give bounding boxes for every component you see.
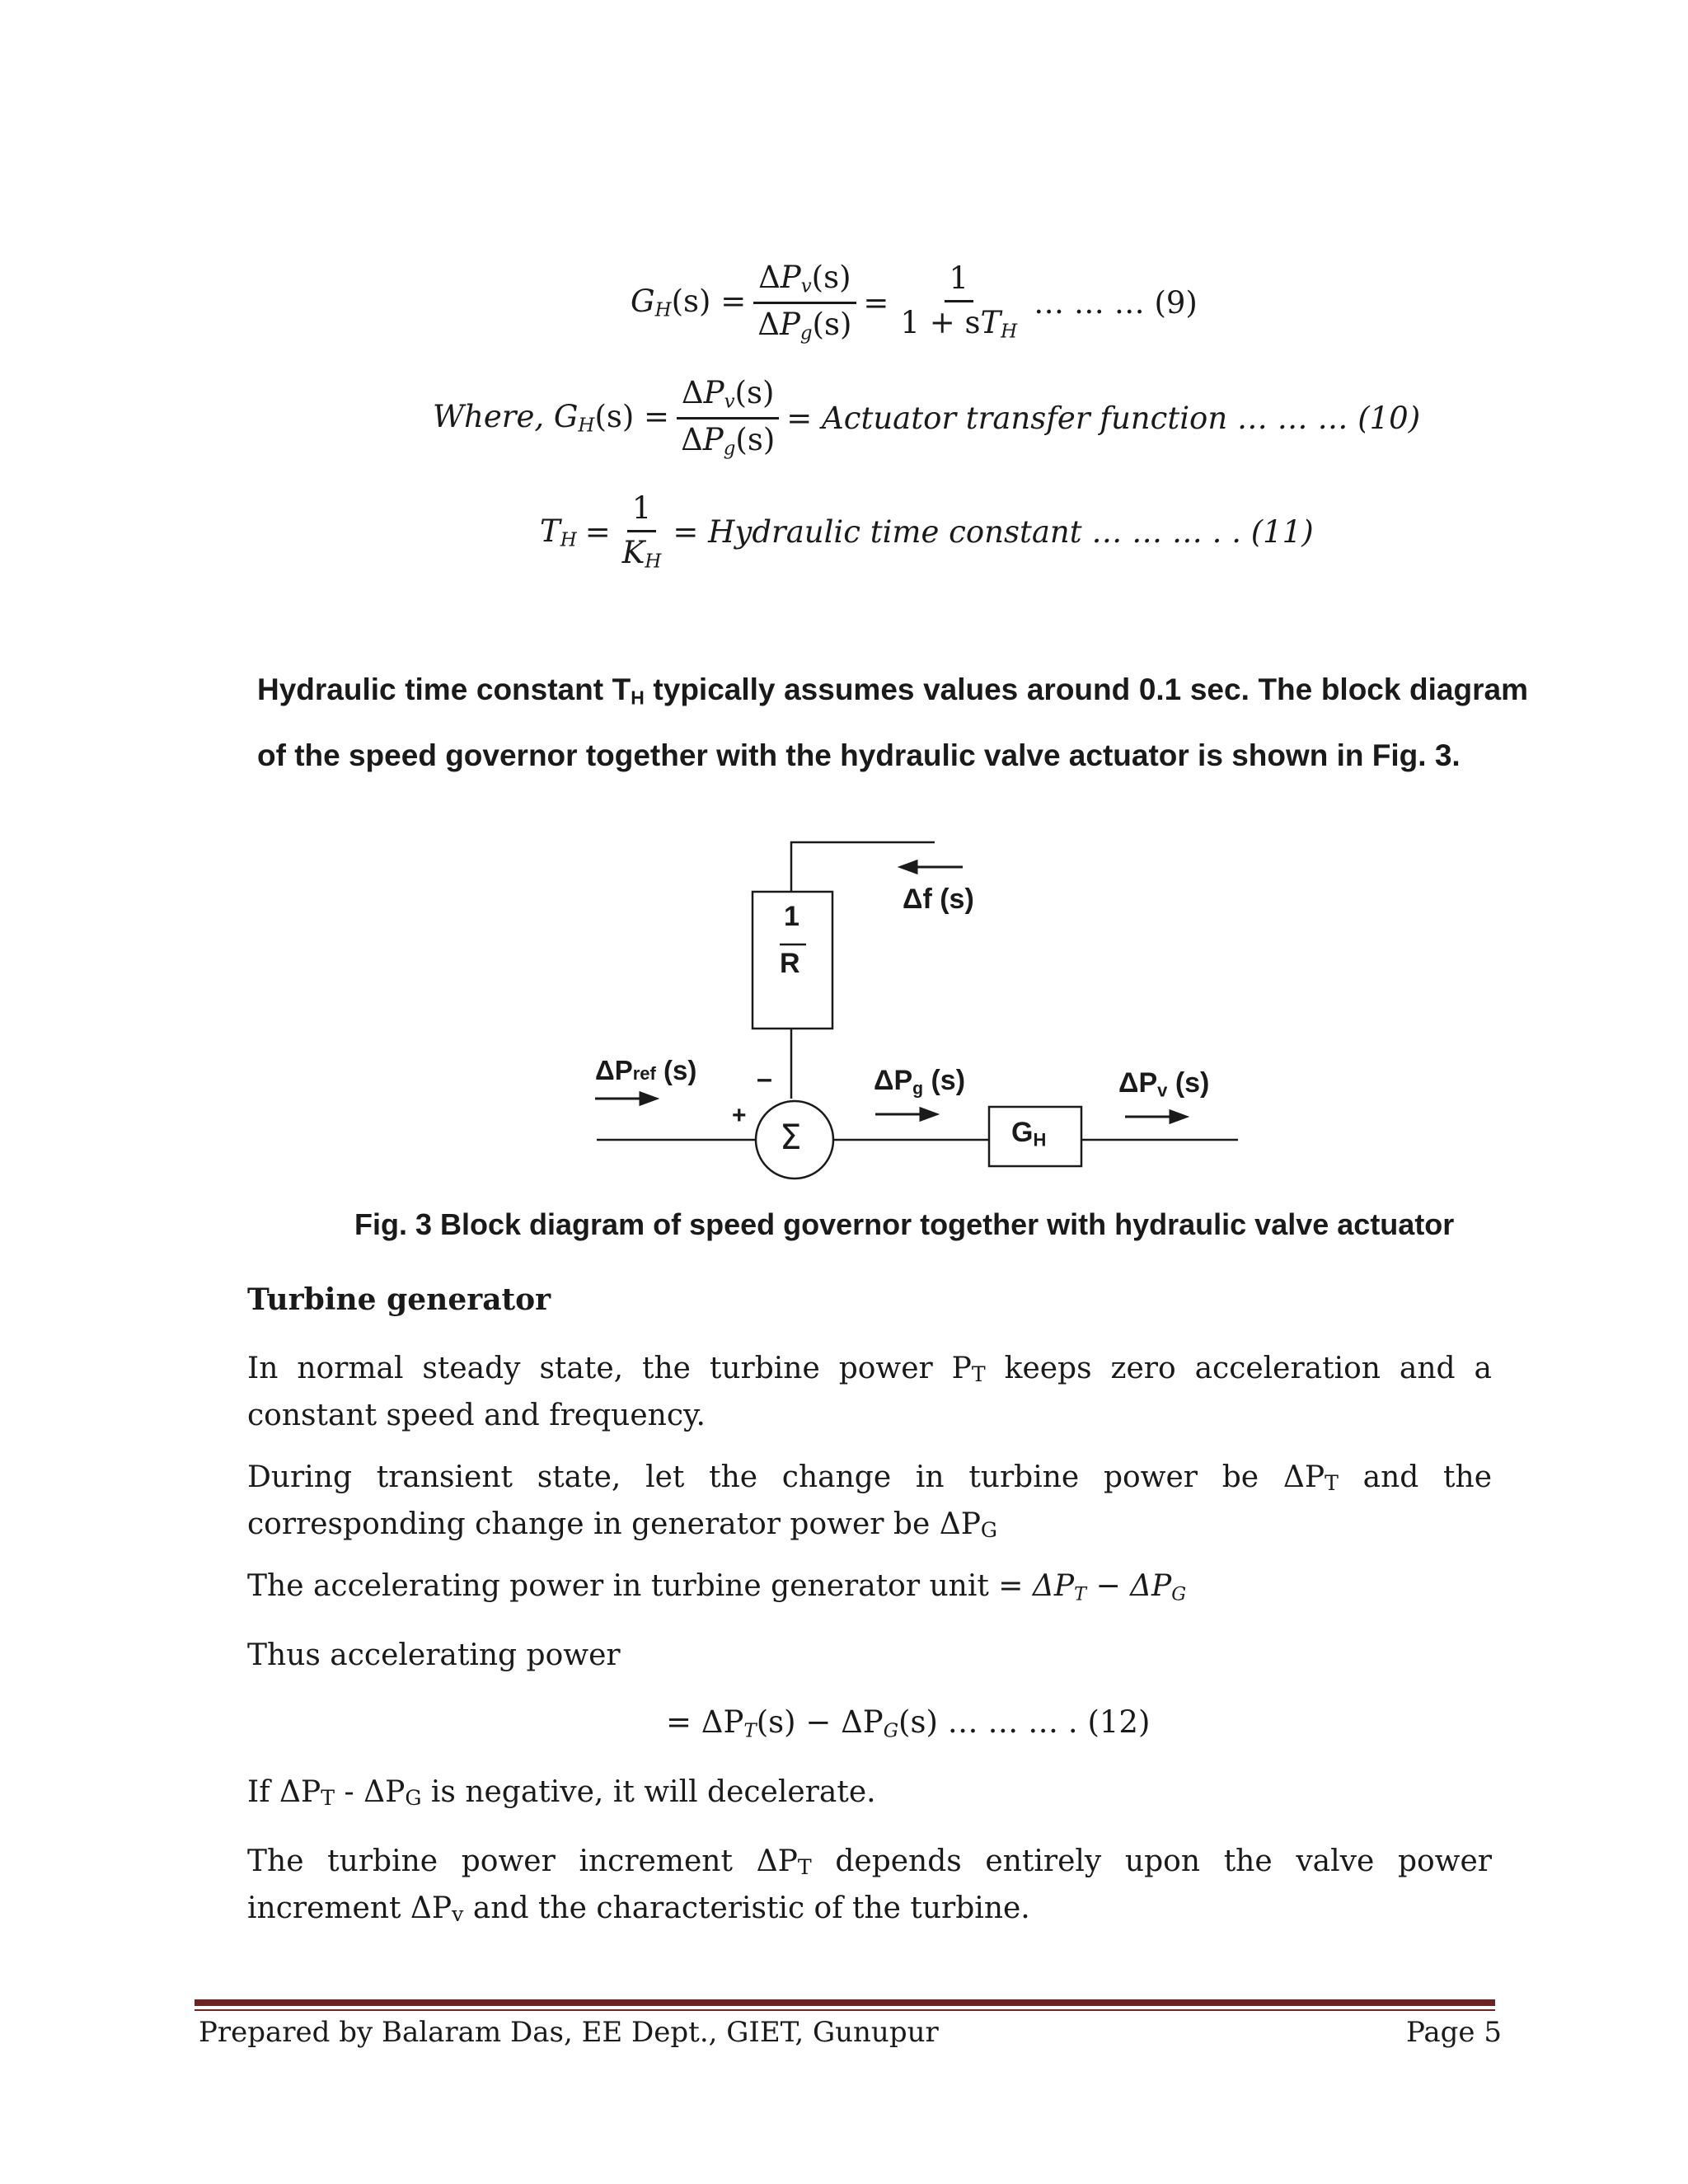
eq9-equals: = — [863, 284, 889, 321]
section-heading: Turbine generator — [247, 1282, 551, 1317]
footer-rule-thick — [195, 1999, 1495, 2006]
block-diagram-lines — [577, 824, 1253, 1187]
footer-page-number: Page 5 — [1406, 2016, 1502, 2049]
eq9-lhs: $G_H(s)$ = — [631, 284, 747, 322]
equation-11: $T_H$ = $\frac{1}{K_H}$ = Hydraulic time constant … … … . . (11) — [540, 490, 1314, 573]
pv-arrow — [1170, 1111, 1186, 1122]
paragraph-increment: The turbine power increment $\Delta P_T$ depends entirely upon the valve power increment $\Delta P_v$ and the characteristic of the turbine. — [247, 1844, 1493, 1926]
pg-label: $\Delta P_g$ (s) — [874, 1065, 966, 1099]
eq9-fraction-2: $\frac{1}{1 + sT_H}$ — [900, 260, 1018, 344]
eq10-fraction: $\frac{\Delta P_v(s)}{\Delta P_g(s)}$ — [676, 377, 780, 459]
gain-denominator: R — [780, 948, 800, 979]
plus-sign: + — [732, 1102, 747, 1129]
eq11-fraction: $\frac{1}{K_H}$ — [621, 490, 662, 573]
eq11-lhs: $T_H$ — [540, 513, 577, 551]
pg-arrow — [921, 1108, 936, 1120]
delta-f-label: Δf (s) — [903, 883, 974, 915]
sigma-symbol: Σ — [780, 1117, 802, 1157]
equation-12: = $\Delta P_T(s) - \Delta P_G(s)$ … … … . (12) — [666, 1704, 1151, 1742]
paragraph-thus: Thus accelerating power — [247, 1638, 621, 1672]
footer-left: Prepared by Balaram Das, EE Dept., GIET, Gunupur — [199, 2016, 939, 2049]
gain-numerator: 1 — [784, 901, 799, 932]
delta-f-arrow — [901, 861, 917, 873]
footer-rule-thin — [195, 2009, 1495, 2011]
eq9-fraction-1: $\frac{\Delta P_v(s)}{\Delta P_g(s)}$ — [753, 262, 856, 344]
equation-10 — [433, 377, 1420, 459]
paragraph-accelerating-power: The accelerating power in turbine generator unit = $\Delta P_T - \Delta P_G$ — [247, 1569, 1187, 1605]
pref-label: ΔPref (s) — [595, 1055, 697, 1085]
block-diagram — [577, 824, 1253, 1187]
paragraph-steady-state: In normal steady state, the turbine power $P_T$ keeps zero acceleration and a constant speed and frequency. — [247, 1352, 1492, 1432]
eq10-prefix: Where, $G_H(s)$ = — [433, 399, 670, 438]
pv-label: $\Delta P_v$ (s) — [1118, 1067, 1210, 1101]
eq11-tail: = Hydraulic time constant … … … . . (11) — [673, 514, 1314, 551]
equation-9 — [631, 262, 1198, 344]
gh-label: $G_H$ — [1011, 1117, 1047, 1151]
paragraph-transient-state: During transient state, let the change in turbine power be $\Delta P_T$ and the corresponding change in generator power be $\Delta P_G$ — [247, 1460, 1492, 1542]
paragraph-hydraulic-constant: Hydraulic time constant $T_H$ typically assumes values around 0.1 sec. The block diagram of the speed governor together with the hydraulic valve actuator is shown in Fig. 3. — [257, 673, 1528, 772]
pref-arrow — [640, 1093, 656, 1104]
paragraph-negative: If $\Delta P_T - \Delta P_G$ is negative, it will decelerate. — [247, 1775, 876, 1810]
eq10-tail: = Actuator transfer function … … … (10) — [786, 400, 1421, 436]
minus-sign: – — [757, 1063, 772, 1094]
eq9-number: … … … (9) — [1034, 284, 1198, 321]
figure-caption: Fig. 3 Block diagram of speed governor together with hydraulic valve actuator — [354, 1207, 1455, 1241]
